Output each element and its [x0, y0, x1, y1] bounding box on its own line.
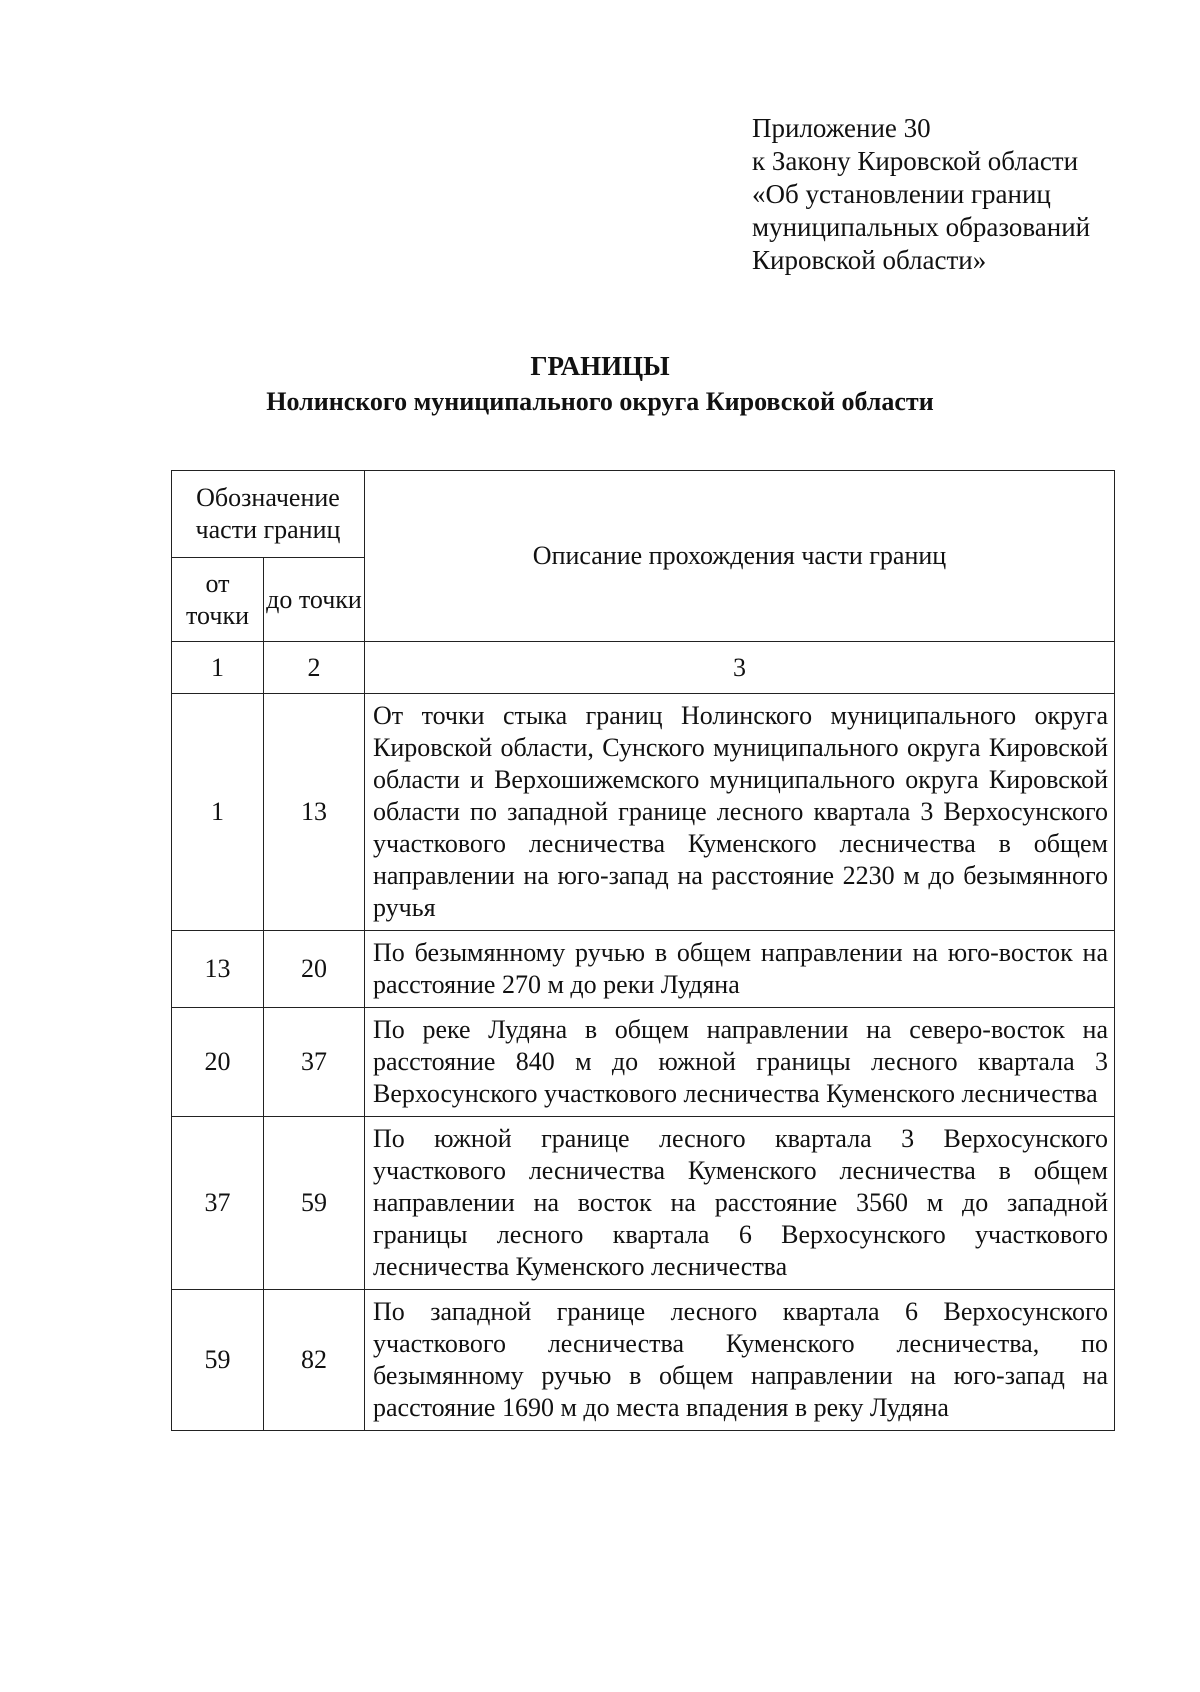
- table-row: [172, 694, 1115, 931]
- table-row: [172, 1290, 1115, 1431]
- header-row: [172, 471, 1115, 558]
- boundary-description: По реке Лудяна в общем направлении на северо-восток на расстояние 840 м до южной границы лесного квартала 3 Верхосунского участкового лесничества Куменского лесничества: [365, 1008, 1115, 1117]
- to-point: 13: [264, 694, 365, 931]
- boundary-table: [171, 470, 1115, 1431]
- boundary-description: По южной границе лесного квартала 3 Верхосунского участкового лесничества Куменского лесничества в общем направлении на восток на расстояние 3560 м до западной границы лесного квартала 6 Верхосунского участкового лесничества Куменского лесничества: [365, 1117, 1115, 1290]
- appendix-line: к Закону Кировской области: [752, 146, 1079, 176]
- table-row: [172, 1117, 1115, 1290]
- from-point: 59: [172, 1290, 264, 1431]
- to-point: 20: [264, 931, 365, 1008]
- to-point: 82: [264, 1290, 365, 1431]
- header-description: Описание прохождения части границ: [365, 471, 1115, 642]
- boundary-description: От точки стыка границ Нолинского муниципального округа Кировской области, Сунского муниципального округа Кировской области и Верхошижемского муниципального округа Кировской области по западной границе лесного квартала 3 Верхосунского участкового лесничества Куменского лесничества в общем направлении на юго-запад на расстояние 2230 м до безымянного ручья: [365, 694, 1115, 931]
- from-point: 20: [172, 1008, 264, 1117]
- appendix-note: [752, 112, 1090, 277]
- appendix-line: «Об установлении границ: [752, 179, 1051, 209]
- appendix-line: Приложение 30: [752, 113, 931, 143]
- appendix-line: Кировской области»: [752, 245, 987, 275]
- table-row: [172, 1008, 1115, 1117]
- boundary-description: По западной границе лесного квартала 6 Верхосунского участкового лесничества Куменского лесничества, по безымянному ручью в общем направлении на юго-запад на расстояние 1690 м до места впадения в реку Лудяна: [365, 1290, 1115, 1431]
- from-point: 13: [172, 931, 264, 1008]
- column-number: 2: [264, 642, 365, 694]
- from-point: 37: [172, 1117, 264, 1290]
- title-heading: ГРАНИЦЫ: [530, 351, 670, 381]
- to-point: 59: [264, 1117, 365, 1290]
- document-title: [0, 348, 1200, 420]
- to-point: 37: [264, 1008, 365, 1117]
- from-point: 1: [172, 694, 264, 931]
- title-subheading: Нолинского муниципального округа Кировской области: [266, 387, 934, 416]
- column-number: 3: [365, 642, 1115, 694]
- column-number: 1: [172, 642, 264, 694]
- header-to: до точки: [264, 558, 365, 642]
- appendix-line: муниципальных образований: [752, 212, 1091, 242]
- header-designation: Обозначение части границ: [172, 471, 365, 558]
- header-from: от точки: [172, 558, 264, 642]
- table-row: [172, 931, 1115, 1008]
- column-number-row: [172, 642, 1115, 694]
- boundary-description: По безымянному ручью в общем направлении на юго-восток на расстояние 270 м до реки Лудяна: [365, 931, 1115, 1008]
